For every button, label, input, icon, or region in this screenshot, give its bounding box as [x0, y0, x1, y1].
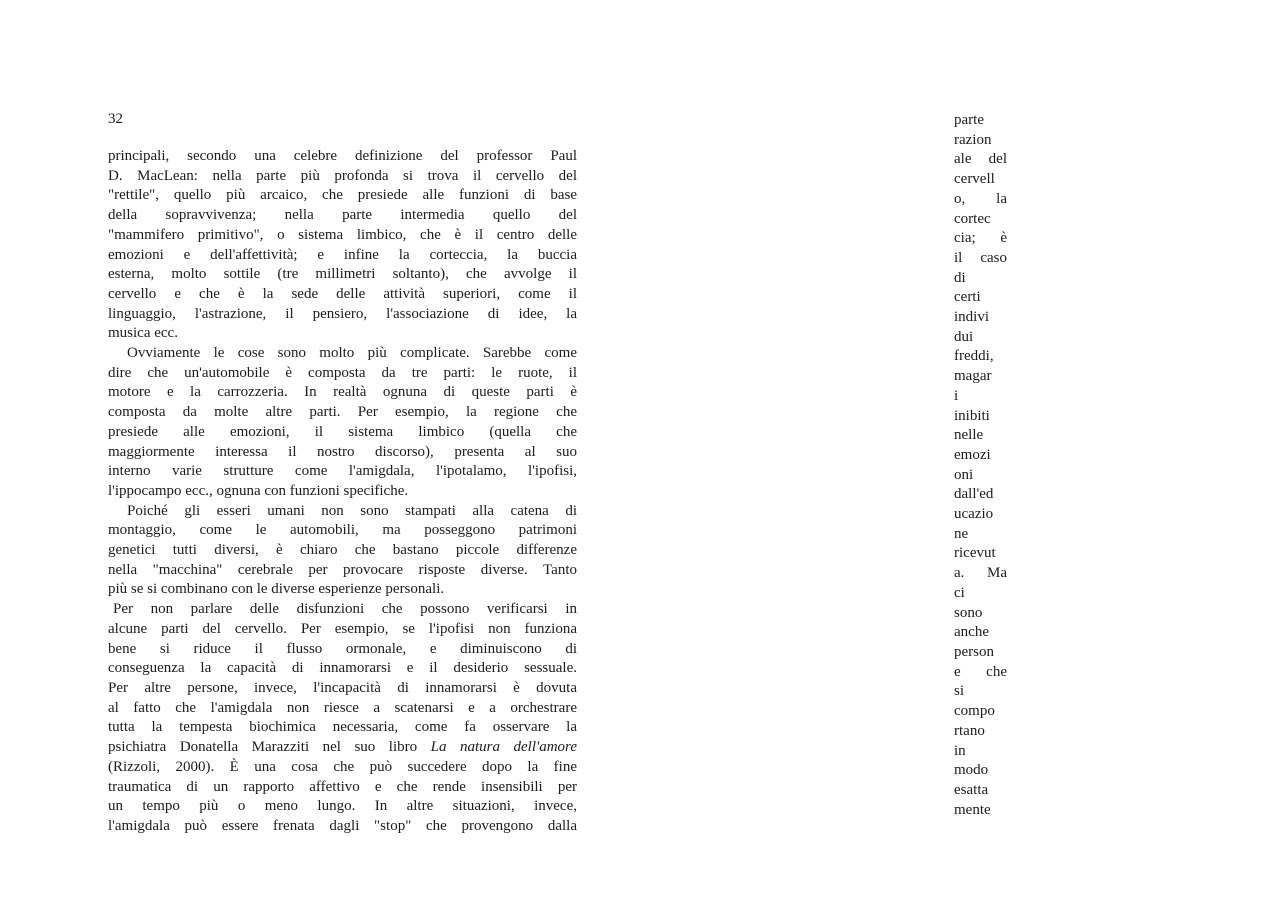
text-line: Per non parlare delle disfunzioni che possono verificarsi in	[113, 601, 577, 618]
text-line: esatta	[954, 781, 989, 798]
text-line: inibiti	[954, 407, 990, 424]
paragraph	[108, 344, 577, 502]
text-line: o, la	[954, 190, 1007, 207]
text-line: mente	[954, 801, 991, 818]
text-line: rtano	[954, 722, 985, 739]
text-line: "mammifero primitivo", o sistema limbico, che è il centro delle	[108, 226, 577, 243]
text-line: a. Ma	[954, 565, 1007, 582]
text-line: emozioni e dell'affettività; e infine la corteccia, la buccia	[108, 246, 577, 263]
text-line: tutta la tempesta biochimica necessaria, come fa osservare la	[108, 719, 577, 736]
text-line: certi	[954, 289, 981, 306]
text-line: alcune parti del cervello. Per esempio, se l'ipofisi non funziona	[108, 620, 577, 637]
text-line: freddi,	[954, 348, 994, 365]
text-line: linguaggio, l'astrazione, il pensiero, l'associazione di idee, la	[108, 305, 577, 322]
text-line: Per altre persone, invece, l'incapacità di innamorarsi è dovuta	[108, 679, 577, 696]
text-line: il caso	[954, 249, 1007, 266]
text-line: musica ecc.	[108, 325, 178, 342]
text-line: genetici tutti diversi, è chiaro che bastano piccole differenze	[108, 542, 577, 559]
text-line: della sopravvivenza; nella parte intermedia quello del	[108, 207, 577, 224]
right-text-column	[954, 111, 1007, 820]
main-text-column	[108, 147, 577, 837]
text-line: cortec	[954, 210, 991, 227]
paragraph	[108, 600, 577, 836]
text-line: razion	[954, 131, 992, 148]
text-line: emozi	[954, 446, 991, 463]
text-line: nelle	[954, 427, 984, 444]
text-line: oni	[954, 466, 974, 483]
text-line: maggiormente interessa il nostro discorso), presenta al suo	[108, 443, 577, 460]
text-line: dui	[954, 328, 974, 345]
paragraph	[108, 147, 577, 344]
text-line: e che	[954, 663, 1007, 680]
text-line: esterna, molto sottile (tre millimetri soltanto), che avvolge il	[108, 266, 577, 283]
text-line: più se si combinano con le diverse esperienze personali.	[108, 581, 445, 598]
text-line: traumatica di un rapporto affettivo e che rende insensibili per	[108, 778, 577, 795]
text-line: l'ippocampo ecc., ognuna con funzioni specifiche.	[108, 482, 409, 499]
text-line: dire che un'automobile è composta da tre parti: le ruote, il	[108, 364, 577, 381]
text-line: nella "macchina" cerebrale per provocare risposte diverse. Tanto	[108, 561, 577, 578]
text-line: conseguenza la capacità di innamorarsi e il desiderio sessuale.	[108, 660, 577, 677]
text-line: ricevut	[954, 545, 996, 562]
page-number: 32	[108, 111, 123, 127]
text-line: interno varie strutture come l'amigdala, l'ipotalamo, l'ipofisi,	[108, 463, 577, 480]
text-segment: psichiatra Donatella Marazziti nel suo libro	[108, 739, 431, 756]
text-line: ucazio	[954, 506, 994, 523]
text-line: sono	[954, 604, 983, 621]
text-line: modo	[954, 762, 989, 779]
text-line: motore e la carrozzeria. In realtà ognuna di queste parti è	[108, 384, 577, 401]
text-line: (Rizzoli, 2000). È una cosa che può succedere dopo la fine	[108, 758, 577, 775]
text-line: "rettile", quello più arcaico, che presiede alle funzioni di base	[108, 187, 577, 204]
text-line: in	[954, 742, 966, 759]
text-line: bene si riduce il flusso ormonale, e diminuiscono di	[108, 640, 577, 657]
text-line: compo	[954, 703, 995, 720]
text-line: ale del	[954, 151, 1007, 168]
text-line: indivi	[954, 309, 990, 326]
text-line: al fatto che l'amigdala non riesce a scatenarsi e a orchestrare	[108, 699, 577, 716]
text-line: un tempo più o meno lungo. In altre situazioni, invece,	[108, 798, 577, 815]
book-title-italic: La natura dell'amore	[430, 739, 577, 756]
text-line: si	[954, 683, 965, 700]
text-line: presiede alle emozioni, il sistema limbico (quella che	[108, 423, 577, 440]
text-line: dall'ed	[954, 486, 994, 503]
text-line: principali, secondo una celebre definizione del professor Paul	[108, 148, 577, 164]
text-line: di	[954, 269, 966, 286]
text-line: Poiché gli esseri umani non sono stampati alla catena di	[127, 502, 577, 519]
text-line: l'amigdala può essere frenata dagli "stop" che provengono dalla	[108, 817, 577, 834]
text-line: cia; è	[954, 230, 1007, 247]
text-line: i	[954, 387, 959, 404]
text-line: ne	[954, 525, 969, 542]
text-line	[108, 738, 577, 758]
text-line: parte	[954, 112, 984, 128]
text-line: cervello e che è la sede delle attività superiori, come il	[108, 285, 577, 302]
text-line: magar	[954, 368, 992, 385]
text-line: person	[954, 643, 994, 660]
text-line: anche	[954, 624, 989, 641]
text-line: composta da molte altre parti. Per esempio, la regione che	[108, 404, 577, 421]
text-line: montaggio, come le automobili, ma posseggono patrimoni	[108, 522, 577, 539]
paragraph	[108, 502, 577, 601]
text-line: ci	[954, 584, 965, 601]
text-line: cervell	[954, 171, 995, 188]
text-line: Ovviamente le cose sono molto più complicate. Sarebbe come	[127, 345, 577, 362]
text-line: D. MacLean: nella parte più profonda si trova il cervello del	[108, 167, 577, 184]
